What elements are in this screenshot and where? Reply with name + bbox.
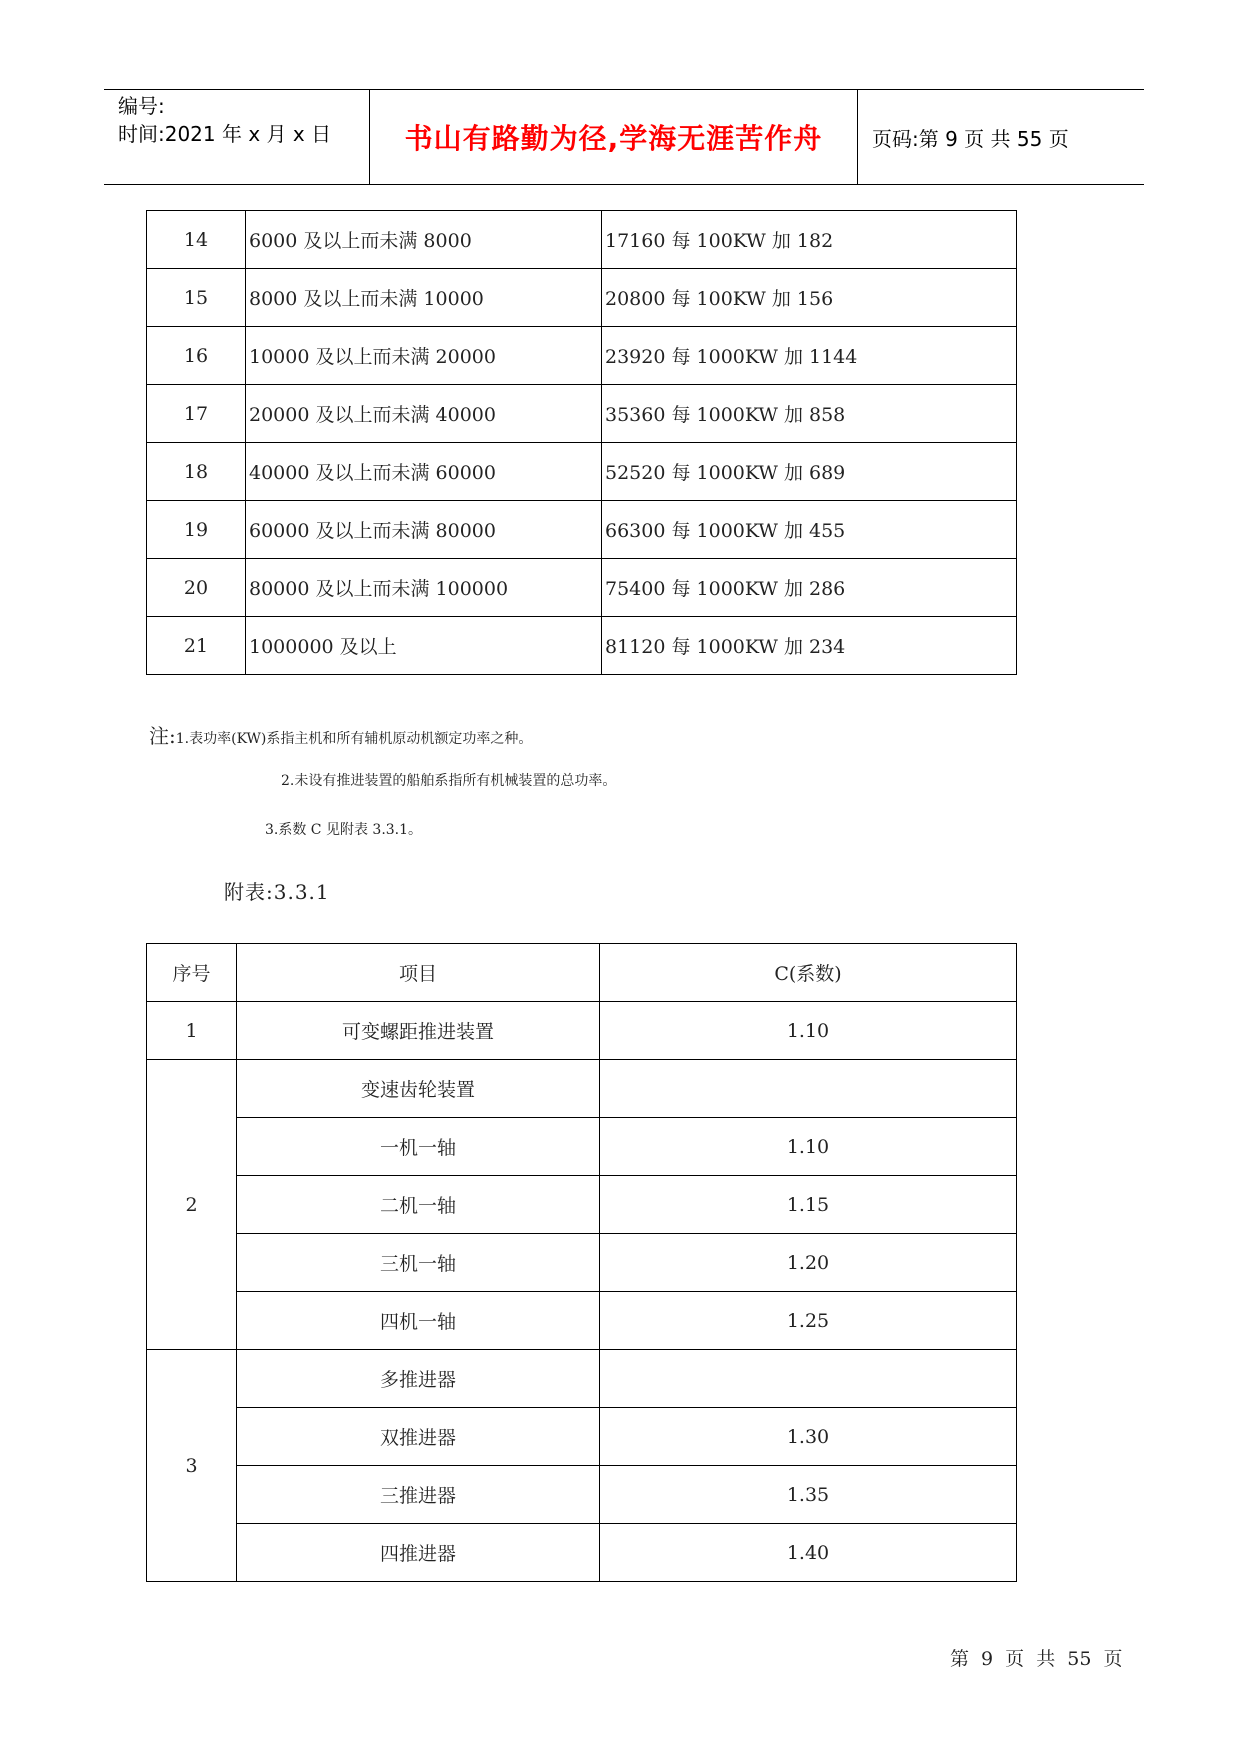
seq-cell: 3 — [147, 1350, 237, 1582]
fee-value: 20800 每 100KW 加 156 — [602, 269, 1017, 327]
page-footer: 第 9 页 共 55 页 — [950, 1648, 1123, 1670]
coef-cell: 1.35 — [600, 1466, 1017, 1524]
header-divider — [857, 90, 858, 184]
table-row — [147, 1466, 1017, 1524]
item-cell: 二机一轴 — [237, 1176, 600, 1234]
column-header: 序号 — [147, 944, 237, 1002]
seq-cell: 1 — [147, 1002, 237, 1060]
header-motto: 书山有路勤为径,学海无涯苦作舟 — [404, 122, 823, 155]
group-title-cell: 变速齿轮装置 — [237, 1060, 600, 1118]
coef-cell: 1.25 — [600, 1292, 1017, 1350]
power-range: 10000 及以上而未满 20000 — [246, 327, 602, 385]
table-row — [147, 443, 1017, 501]
document-number-label: 编号: — [118, 94, 165, 118]
note-3: 3.系数 C 见附表 3.3.1。 — [265, 822, 423, 838]
coef-cell: 1.10 — [600, 1002, 1017, 1060]
table-row — [147, 1350, 1017, 1408]
item-cell: 三机一轴 — [237, 1234, 600, 1292]
item-cell: 四机一轴 — [237, 1292, 600, 1350]
item-cell: 一机一轴 — [237, 1118, 600, 1176]
table-row — [147, 501, 1017, 559]
table-row — [147, 1002, 1017, 1060]
table-header-row — [147, 944, 1017, 1002]
table-row — [147, 269, 1017, 327]
table-row — [147, 1234, 1017, 1292]
group-title-cell: 多推进器 — [237, 1350, 600, 1408]
page-header — [104, 89, 1144, 185]
fee-value: 52520 每 1000KW 加 689 — [602, 443, 1017, 501]
table-row — [147, 1060, 1017, 1118]
column-header: 项目 — [237, 944, 600, 1002]
table-row — [147, 1176, 1017, 1234]
note-2: 2.未设有推进装置的船舶系指所有机械装置的总功率。 — [281, 773, 617, 789]
appendix-title: 附表:3.3.1 — [224, 880, 330, 904]
table-row — [147, 327, 1017, 385]
seq-cell: 2 — [147, 1060, 237, 1350]
fee-value: 23920 每 1000KW 加 1144 — [602, 327, 1017, 385]
document-time-label: 时间:2021 年 x 月 x 日 — [118, 122, 332, 146]
coef-cell: 1.15 — [600, 1176, 1017, 1234]
power-range: 6000 及以上而未满 8000 — [246, 211, 602, 269]
note-1 — [149, 720, 532, 749]
fee-value: 81120 每 1000KW 加 234 — [602, 617, 1017, 675]
row-index: 15 — [147, 269, 246, 327]
table-row — [147, 559, 1017, 617]
coef-cell: 1.20 — [600, 1234, 1017, 1292]
coefficient-table — [146, 943, 1017, 1582]
power-range: 60000 及以上而未满 80000 — [246, 501, 602, 559]
row-index: 21 — [147, 617, 246, 675]
row-index: 20 — [147, 559, 246, 617]
fee-value: 66300 每 1000KW 加 455 — [602, 501, 1017, 559]
fee-value: 17160 每 100KW 加 182 — [602, 211, 1017, 269]
fee-value: 35360 每 1000KW 加 858 — [602, 385, 1017, 443]
power-range: 20000 及以上而未满 40000 — [246, 385, 602, 443]
row-index: 17 — [147, 385, 246, 443]
fee-value: 75400 每 1000KW 加 286 — [602, 559, 1017, 617]
coef-cell — [600, 1350, 1017, 1408]
table-row — [147, 617, 1017, 675]
table-row — [147, 1292, 1017, 1350]
note-lead: 注: — [149, 724, 176, 748]
header-page-label: 页码:第 9 页 共 55 页 — [872, 126, 1069, 151]
column-header: C(系数) — [600, 944, 1017, 1002]
row-index: 18 — [147, 443, 246, 501]
note-text: 1.表功率(KW)系指主机和所有辅机原动机额定功率之种。 — [175, 731, 533, 747]
row-index: 19 — [147, 501, 246, 559]
rate-table — [146, 210, 1017, 675]
table-row — [147, 211, 1017, 269]
coef-cell: 1.30 — [600, 1408, 1017, 1466]
coef-cell: 1.10 — [600, 1118, 1017, 1176]
item-cell: 四推进器 — [237, 1524, 600, 1582]
table-row — [147, 1118, 1017, 1176]
coef-cell — [600, 1060, 1017, 1118]
row-index: 16 — [147, 327, 246, 385]
power-range: 40000 及以上而未满 60000 — [246, 443, 602, 501]
item-cell: 可变螺距推进装置 — [237, 1002, 600, 1060]
table-row — [147, 1524, 1017, 1582]
power-range: 8000 及以上而未满 10000 — [246, 269, 602, 327]
item-cell: 三推进器 — [237, 1466, 600, 1524]
coef-cell: 1.40 — [600, 1524, 1017, 1582]
table-row — [147, 385, 1017, 443]
item-cell: 双推进器 — [237, 1408, 600, 1466]
table-row — [147, 1408, 1017, 1466]
header-meta — [118, 92, 368, 148]
row-index: 14 — [147, 211, 246, 269]
power-range: 80000 及以上而未满 100000 — [246, 559, 602, 617]
power-range: 1000000 及以上 — [246, 617, 602, 675]
